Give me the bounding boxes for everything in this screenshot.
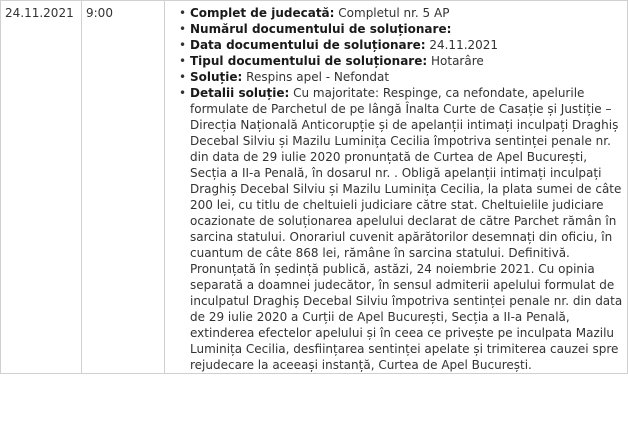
hearing-row: [1, 1, 628, 374]
field-complet-value: Completul nr. 5 AP: [338, 6, 450, 20]
field-document-type-label: Tipul documentului de soluționare:: [190, 54, 428, 68]
field-document-date-label: Data documentului de soluționare:: [190, 38, 426, 52]
field-document-type-value: Hotarâre: [431, 54, 484, 68]
field-solution-details-label: Detalii soluție:: [190, 86, 290, 100]
hearing-time: 9:00: [82, 1, 165, 374]
field-document-number-label: Numărul documentului de soluționare:: [190, 22, 452, 36]
bullet-icon: •: [179, 6, 187, 20]
solution-field-list: [169, 5, 623, 373]
field-complet-label: Complet de judecată:: [190, 6, 335, 20]
hearing-details: [165, 1, 628, 374]
field-solution-value: Respins apel - Nefondat: [246, 70, 390, 84]
bullet-icon: •: [179, 38, 187, 52]
field-solution: [179, 69, 623, 85]
bullet-icon: •: [179, 22, 187, 36]
bullet-icon: •: [179, 70, 187, 84]
field-document-date-value: 24.11.2021: [429, 38, 499, 52]
field-document-type: [179, 53, 623, 69]
field-complet: [179, 5, 623, 21]
field-solution-details-value: Cu majoritate: Respinge, ca nefondate, apelurile formulate de Parchetul de pe lângă Înalta Curte de Casație și Justiție – Direcția Națională Anticorupție și de apelanții intimați inculpați Draghiș Decebal Silviu și Mazilu Luminița Cecilia împotriva sentinței penale nr. din data de 29 iulie 2020 pronunțată de Curtea de Apel București, Secția a II-a Penală, în dosarul nr. . Obligă apelanții intimați inculpați Draghiș Decebal Silviu și Mazilu Luminița Cecilia, la plata sumei de câte 200 lei, cu titlu de cheltuieli judiciare către stat. Cheltuielile judiciare ocazionate de soluționarea apelului declarat de către Parchet rămân în sarcina statului. Onorariul cuvenit apărătorilor desemnați din oficiu, în cuantum de câte 868 lei, rămâne în sarcina statului. Definitivă. Pronunțată în ședință publică, astăzi, 24 noiembrie 2021. Cu opinia separată a doamnei judecător, în sensul admiterii apelului formulat de inculpatul Draghiș Decebal Silviu împotriva sentinței penale nr. din data de 29 iulie 2020 a Curții de Apel București, Secția a II-a Penală, extinderea efectelor apelului și în ceea ce privește pe inculpata Mazilu Luminița Cecilia, desființarea sentinței apelate și trimiterea cauzei spre rejudecare la aceeași instanță, Curtea de Apel București.: [190, 86, 623, 372]
field-document-date: [179, 37, 623, 53]
field-solution-details: [179, 85, 623, 373]
field-document-number: [179, 21, 623, 37]
hearing-date: 24.11.2021: [1, 1, 82, 374]
bullet-icon: •: [179, 86, 187, 100]
field-solution-label: Soluție:: [190, 70, 243, 84]
bullet-icon: •: [179, 54, 187, 68]
